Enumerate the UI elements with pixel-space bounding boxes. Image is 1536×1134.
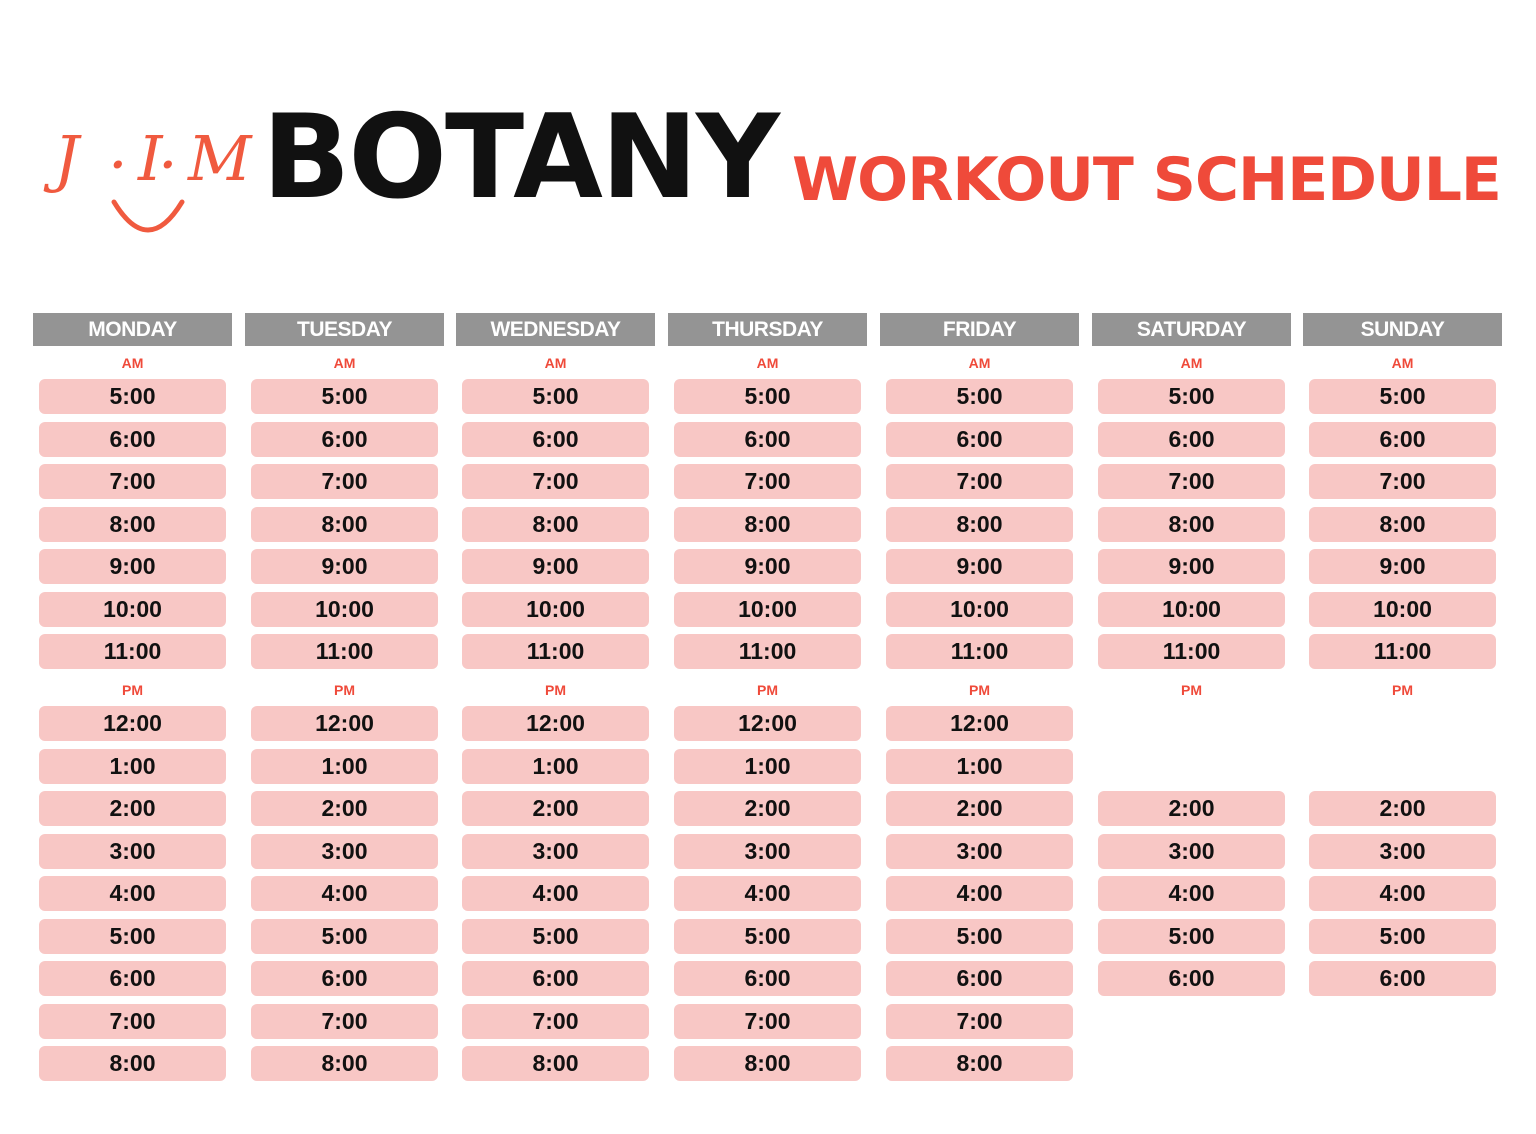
time-slot[interactable]: 2:00 [251, 791, 438, 826]
time-slot[interactable]: 10:00 [886, 592, 1073, 627]
pm-label: PM [1181, 682, 1202, 698]
smile-icon [108, 196, 188, 246]
time-slot[interactable]: 8:00 [251, 507, 438, 542]
time-slot[interactable]: 10:00 [674, 592, 861, 627]
time-slot[interactable]: 8:00 [462, 507, 649, 542]
pm-label: PM [545, 682, 566, 698]
time-slot[interactable]: 4:00 [251, 876, 438, 911]
jim-logo [50, 122, 252, 248]
time-slot[interactable]: 7:00 [886, 464, 1073, 499]
pm-label: PM [334, 682, 355, 698]
day-header-saturday: SATURDAY [1092, 313, 1291, 346]
time-slot[interactable]: 4:00 [1098, 876, 1285, 911]
time-slot[interactable]: 5:00 [1309, 379, 1496, 414]
time-slot[interactable]: 2:00 [1309, 791, 1496, 826]
time-slot[interactable]: 9:00 [39, 549, 226, 584]
time-slot[interactable]: 1:00 [886, 749, 1073, 784]
time-slot[interactable]: 6:00 [462, 422, 649, 457]
time-slot[interactable]: 5:00 [1098, 379, 1285, 414]
page-header [0, 0, 1536, 260]
time-slot[interactable]: 7:00 [1309, 464, 1496, 499]
day-header-monday: MONDAY [33, 313, 232, 346]
time-slot[interactable]: 6:00 [886, 961, 1073, 996]
time-slot[interactable]: 3:00 [1098, 834, 1285, 869]
time-slot[interactable]: 4:00 [886, 876, 1073, 911]
am-label: AM [121, 355, 144, 371]
time-slot[interactable]: 11:00 [1309, 634, 1496, 669]
time-slot[interactable]: 11:00 [886, 634, 1073, 669]
time-slot[interactable]: 10:00 [39, 592, 226, 627]
time-slot[interactable]: 3:00 [39, 834, 226, 869]
time-slot[interactable]: 10:00 [251, 592, 438, 627]
time-slot[interactable]: 1:00 [251, 749, 438, 784]
time-slot[interactable]: 3:00 [1309, 834, 1496, 869]
time-slot[interactable]: 6:00 [251, 961, 438, 996]
time-slot[interactable]: 5:00 [1098, 919, 1285, 954]
time-slot[interactable]: 7:00 [674, 1004, 861, 1039]
pm-label: PM [969, 682, 990, 698]
time-slot[interactable]: 2:00 [674, 791, 861, 826]
time-slot[interactable]: 6:00 [251, 422, 438, 457]
page-title: WORKOUT SCHEDULE [792, 145, 1501, 215]
time-slot[interactable]: 4:00 [674, 876, 861, 911]
pm-label: PM [1392, 682, 1413, 698]
time-slot[interactable]: 9:00 [674, 549, 861, 584]
time-slot[interactable]: 2:00 [39, 791, 226, 826]
time-slot[interactable]: 5:00 [39, 919, 226, 954]
time-slot[interactable]: 2:00 [462, 791, 649, 826]
logo-letter-j: J [54, 122, 79, 195]
time-slot[interactable]: 5:00 [1309, 919, 1496, 954]
time-slot[interactable]: 3:00 [462, 834, 649, 869]
time-slot[interactable]: 12:00 [39, 706, 226, 741]
time-slot[interactable]: 7:00 [1098, 464, 1285, 499]
time-slot[interactable]: 12:00 [251, 706, 438, 741]
am-label: AM [1391, 355, 1414, 371]
time-slot[interactable]: 12:00 [674, 706, 861, 741]
time-slot[interactable]: 10:00 [462, 592, 649, 627]
time-slot[interactable]: 12:00 [462, 706, 649, 741]
time-slot[interactable]: 4:00 [39, 876, 226, 911]
time-slot[interactable]: 10:00 [1309, 592, 1496, 627]
time-slot[interactable]: 7:00 [251, 464, 438, 499]
time-slot[interactable]: 1:00 [39, 749, 226, 784]
time-slot[interactable]: 6:00 [674, 422, 861, 457]
logo-dot: · [158, 128, 178, 201]
pm-label: PM [757, 682, 778, 698]
time-slot[interactable]: 9:00 [1098, 549, 1285, 584]
time-slot[interactable]: 8:00 [462, 1046, 649, 1081]
time-slot[interactable]: 9:00 [251, 549, 438, 584]
time-slot[interactable]: 12:00 [886, 706, 1073, 741]
time-slot[interactable]: 11:00 [674, 634, 861, 669]
time-slot[interactable]: 5:00 [674, 919, 861, 954]
time-slot[interactable]: 11:00 [39, 634, 226, 669]
time-slot[interactable]: 5:00 [251, 379, 438, 414]
time-slot[interactable]: 8:00 [674, 507, 861, 542]
time-slot[interactable]: 1:00 [674, 749, 861, 784]
time-slot[interactable]: 5:00 [886, 379, 1073, 414]
day-header-tuesday: TUESDAY [245, 313, 444, 346]
time-slot[interactable]: 4:00 [1309, 876, 1496, 911]
time-slot[interactable]: 2:00 [886, 791, 1073, 826]
time-slot[interactable]: 7:00 [674, 464, 861, 499]
time-slot[interactable]: 10:00 [1098, 592, 1285, 627]
time-slot[interactable]: 6:00 [886, 422, 1073, 457]
time-slot[interactable]: 6:00 [1309, 961, 1496, 996]
time-slot[interactable]: 8:00 [886, 507, 1073, 542]
am-label: AM [968, 355, 991, 371]
time-slot[interactable]: 5:00 [886, 919, 1073, 954]
time-slot[interactable]: 8:00 [886, 1046, 1073, 1081]
time-slot[interactable]: 3:00 [886, 834, 1073, 869]
time-slot[interactable]: 3:00 [674, 834, 861, 869]
am-label: AM [544, 355, 567, 371]
time-slot[interactable]: 8:00 [1098, 507, 1285, 542]
logo-letter-i: I [138, 122, 163, 195]
time-slot[interactable]: 8:00 [251, 1046, 438, 1081]
time-slot[interactable]: 8:00 [674, 1046, 861, 1081]
time-slot[interactable]: 5:00 [39, 379, 226, 414]
time-slot[interactable]: 5:00 [674, 379, 861, 414]
time-slot[interactable]: 8:00 [1309, 507, 1496, 542]
am-label: AM [333, 355, 356, 371]
day-header-friday: FRIDAY [880, 313, 1079, 346]
time-slot[interactable]: 2:00 [1098, 791, 1285, 826]
time-slot[interactable]: 7:00 [39, 1004, 226, 1039]
pm-label: PM [122, 682, 143, 698]
time-slot[interactable]: 11:00 [462, 634, 649, 669]
day-header-wednesday: WEDNESDAY [456, 313, 655, 346]
am-label: AM [756, 355, 779, 371]
time-slot[interactable]: 6:00 [1098, 422, 1285, 457]
time-slot[interactable]: 11:00 [1098, 634, 1285, 669]
time-slot[interactable]: 8:00 [39, 507, 226, 542]
day-header-sunday: SUNDAY [1303, 313, 1502, 346]
logo-letter-m: M [188, 122, 252, 195]
time-slot[interactable]: 6:00 [1309, 422, 1496, 457]
time-slot[interactable]: 7:00 [886, 1004, 1073, 1039]
time-slot[interactable]: 7:00 [462, 1004, 649, 1039]
time-slot[interactable]: 7:00 [462, 464, 649, 499]
logo-dot: · [108, 128, 128, 201]
time-slot[interactable]: 9:00 [462, 549, 649, 584]
time-slot[interactable]: 4:00 [462, 876, 649, 911]
time-slot[interactable]: 6:00 [39, 422, 226, 457]
day-header-thursday: THURSDAY [668, 313, 867, 346]
time-slot[interactable]: 9:00 [886, 549, 1073, 584]
time-slot[interactable]: 5:00 [251, 919, 438, 954]
time-slot[interactable]: 7:00 [251, 1004, 438, 1039]
time-slot[interactable]: 8:00 [39, 1046, 226, 1081]
time-slot[interactable]: 6:00 [462, 961, 649, 996]
time-slot[interactable]: 6:00 [39, 961, 226, 996]
brand-name: BOTANY [262, 90, 779, 225]
time-slot[interactable]: 5:00 [462, 919, 649, 954]
time-slot[interactable]: 6:00 [674, 961, 861, 996]
time-slot[interactable]: 6:00 [1098, 961, 1285, 996]
time-slot[interactable]: 9:00 [1309, 549, 1496, 584]
time-slot[interactable]: 1:00 [462, 749, 649, 784]
time-slot[interactable]: 3:00 [251, 834, 438, 869]
time-slot[interactable]: 7:00 [39, 464, 226, 499]
time-slot[interactable]: 11:00 [251, 634, 438, 669]
am-label: AM [1180, 355, 1203, 371]
time-slot[interactable]: 5:00 [462, 379, 649, 414]
